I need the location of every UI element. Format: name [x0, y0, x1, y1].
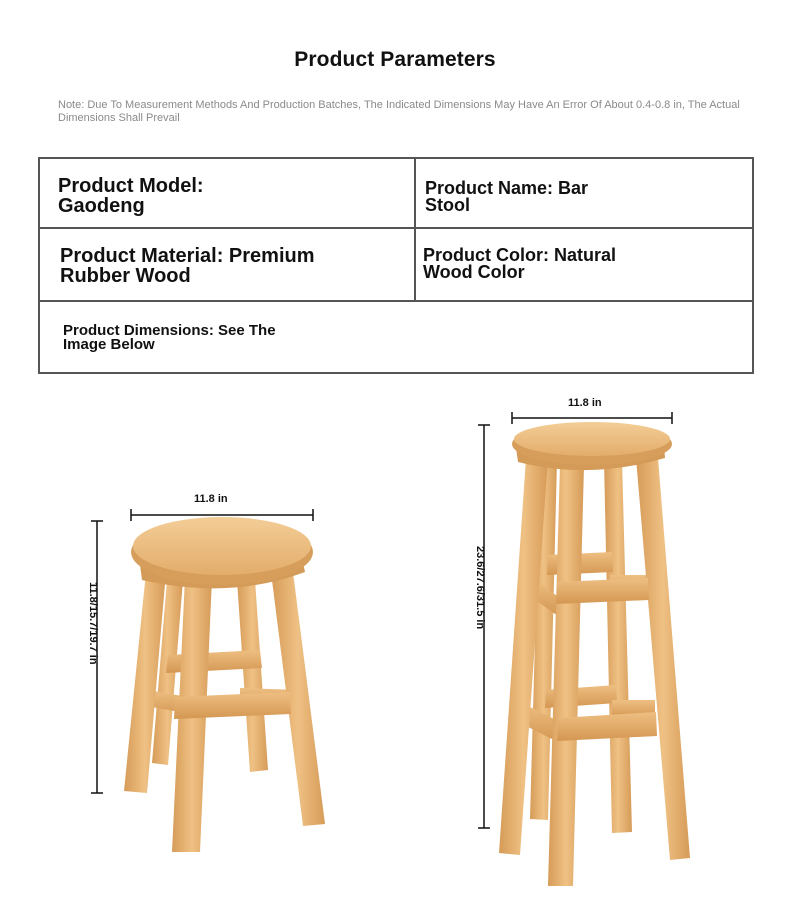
short-stool — [124, 517, 325, 852]
stool-rung — [556, 578, 649, 604]
cell-line: Product Material: Premium — [60, 245, 315, 267]
cell-line: Image Below — [63, 336, 155, 353]
tall-stool — [499, 422, 690, 886]
cell-line: Rubber Wood — [60, 265, 191, 287]
short-stool-width-label: 11.8 in — [194, 493, 228, 505]
cell-line: Product Dimensions: See The — [63, 322, 276, 339]
cell-line: Stool — [425, 195, 470, 215]
cell-line: Product Name: Bar — [425, 178, 589, 198]
page-title: Product Parameters — [294, 48, 496, 71]
stool-seat — [514, 422, 670, 456]
cell-line: Gaodeng — [58, 195, 145, 217]
stool-leg — [604, 460, 632, 833]
measurement-note: Note: Due To Measurement Methods And Production Batches, The Indicated Dimensions May Have An Error Of About 0.4-0.8 in, The Actual Dimensions Shall Prevail — [58, 99, 740, 124]
stool-leg — [636, 458, 690, 860]
short-stool-height-label: 11.8/15.7/19.7 in — [87, 582, 99, 665]
tall-stool-height-label: 23.6/27.6/31.5 in — [474, 546, 486, 630]
cell-line: Product Model: — [58, 175, 204, 197]
cell-line: Product Color: Natural — [423, 245, 617, 265]
stool-seat — [133, 517, 311, 575]
cell-line: Wood Color — [423, 262, 525, 282]
stool-leg — [237, 580, 268, 772]
tall-stool-width-label: 11.8 in — [568, 397, 602, 409]
